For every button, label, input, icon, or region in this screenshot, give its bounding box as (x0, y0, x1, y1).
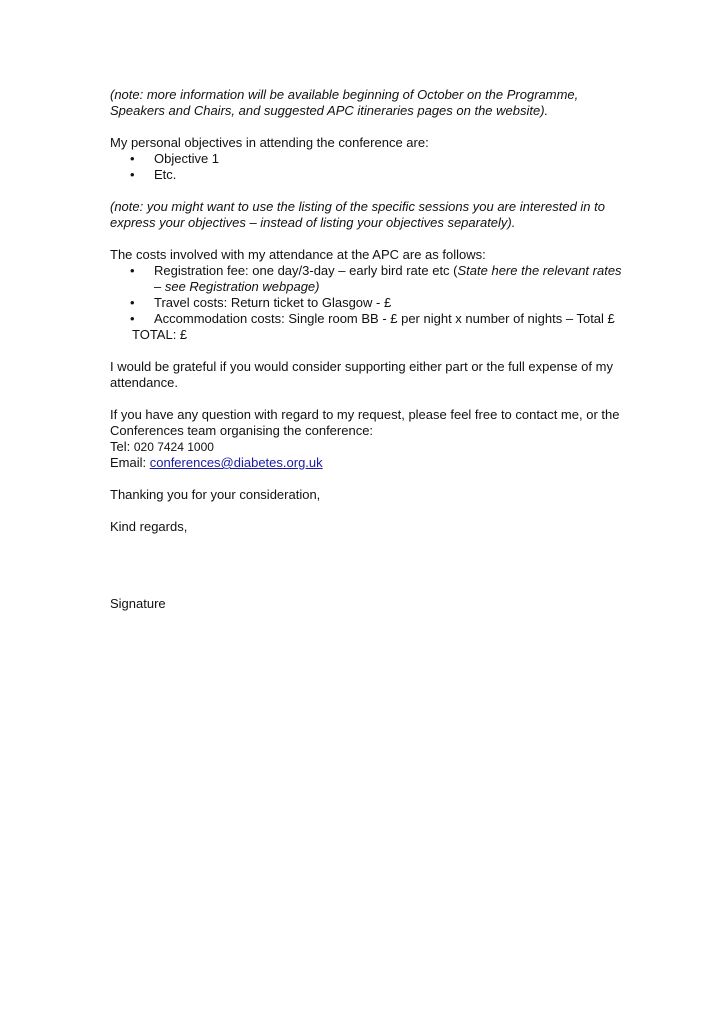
list-item (110, 151, 630, 167)
email-line (110, 455, 630, 471)
registration-fee-text: Registration fee: one day/3-day – early bird rate etc ( (154, 263, 458, 278)
objectives-intro: My personal objectives in attending the conference are: (110, 135, 429, 150)
list-item (110, 167, 630, 183)
signature-line: Signature (110, 596, 166, 611)
email-label: Email: (110, 455, 150, 470)
costs-intro: The costs involved with my attendance at the APC are as follows: (110, 247, 486, 262)
travel-costs-text: Travel costs: Return ticket to Glasgow - £ (154, 295, 392, 310)
contact-intro: If you have any question with regard to my request, please feel free to contact me, or the Conferences team organising the conference: (110, 407, 620, 438)
bullet-icon: • (130, 167, 135, 182)
list-item (110, 311, 630, 327)
bullet-icon: • (130, 311, 135, 326)
bullet-icon: • (130, 263, 135, 278)
closing-line: Kind regards, (110, 519, 188, 534)
letter-body (110, 87, 630, 612)
objectives-list (110, 151, 630, 183)
support-request: I would be grateful if you would consider supporting either part or the full expense of my attendance. (110, 359, 613, 390)
tel-line (110, 439, 630, 455)
bullet-icon: • (130, 295, 135, 310)
objective-text: Etc. (154, 167, 177, 182)
tel-number: 020 7424 1000 (133, 440, 214, 454)
list-item (110, 263, 630, 295)
note-website-info: (note: more information will be available beginning of October on the Programme, Speakers and Chairs, and suggested APC itineraries pages on the website). (110, 87, 579, 118)
thanks-line: Thanking you for your consideration, (110, 487, 321, 502)
email-link[interactable]: conferences@diabetes.org.uk (149, 455, 323, 470)
note-sessions: (note: you might want to use the listing of the specific sessions you are interested in to express your objectives – instead of listing your objectives separately). (110, 199, 605, 230)
objective-text: Objective 1 (154, 151, 220, 166)
bullet-icon: • (130, 151, 135, 166)
tel-label: Tel: (110, 439, 134, 454)
total-line: TOTAL: £ (132, 327, 188, 342)
list-item (110, 295, 630, 311)
costs-list (110, 263, 630, 327)
accommodation-costs-text: Accommodation costs: Single room BB - £ per night x number of nights – Total £ (154, 311, 615, 326)
registration-fee-hint: State here the relevant rates – see Registration webpage) (154, 263, 622, 294)
